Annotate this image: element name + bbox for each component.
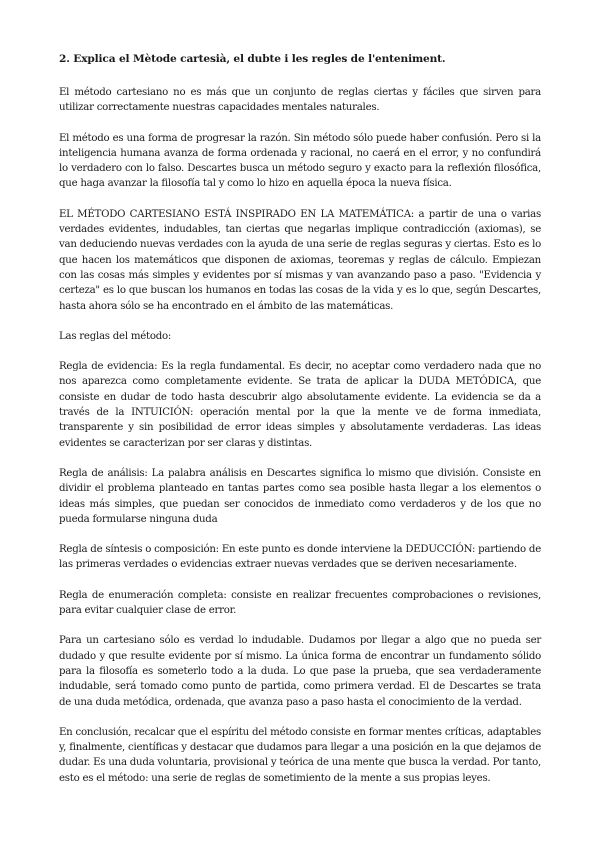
document-page bbox=[59, 52, 541, 801]
paragraph-rule-enumeration: Regla de enumeración completa: consiste en realizar frecuentes comprobaciones o revisiones, para evitar cualquier clase de error. bbox=[59, 589, 541, 617]
paragraph-rule-analysis: Regla de análisis: La palabra análisis en Descartes significa lo mismo que división. Consiste en dividir el problema planteado en tantas partes como sea posible hasta llegar a los elementos o ideas más simples, que puedan ser conocidos de inmediato como verdaderos y de los que no pueda formularse ninguna duda bbox=[59, 467, 541, 525]
paragraph-conclusion: En conclusión, recalcar que el espíritu del método consiste en formar mentes críticas, adaptables y, finalmente, científicas y destacar que dudamos para llegar a una posición en la que dejamos de dudar. Es una duda voluntaria, provisional y teórica de una mente que busca la verdad. Por tanto, esto es el método: una serie de reglas de sometimiento de la mente a sus propias leyes. bbox=[59, 726, 541, 784]
paragraph-rule-synthesis: Regla de síntesis o composición: En este punto es donde interviene la DEDUCCIÓN: partiendo de las primeras verdades o evidencias extraer nuevas verdades que se deriven necesariamente. bbox=[59, 544, 541, 571]
paragraph-rules-heading: Las reglas del método: bbox=[59, 330, 172, 342]
paragraph-intro: El método cartesiano no es más que un conjunto de reglas ciertas y fáciles que sirven para utilizar correctamente nuestras capacidades mentales naturales. bbox=[59, 87, 541, 114]
paragraph-rule-evidence: Regla de evidencia: Es la regla fundamental. Es decir, no aceptar como verdadero nada que no nos aparezca como completamente evidente. Se trata de aplicar la DUDA METÓDICA, que consiste en dudar de todo hasta descubrir algo absolutamente evidente. La evidencia se da a través de la INTUICIÓN: operación mental por la que la mente ve de forma inmediata, transparente y sin posibilidad de error ideas simples y absolutamente verdaderas. Las ideas evidentes se caracterizan por ser claras y distintas. bbox=[59, 361, 541, 449]
document-title: 2. Explica el Mètode cartesià, el dubte i les regles de l'enteniment. bbox=[59, 53, 446, 65]
paragraph-mathematics-inspiration: EL MÉTODO CARTESIANO ESTÁ INSPIRADO EN LA MATEMÁTICA: a partir de una o varias verdades evidentes, indudables, tan ciertas que negarlas implique contradicción (axiomas), se van deduciendo nuevas verdades con la ayuda de una serie de reglas seguras y ciertas. Esto es lo que hacen los matemáticos que disponen de axiomas, teoremas y reglas de cálculo. Empiezan con las cosas más simples y evidentes por sí mismas y van avanzando paso a paso. "Evidencia y certeza" es lo que buscan los humanos en todas las cosas de la vida y es lo que, según Descartes, hasta ahora sólo se ha encontrado en el ámbito de las matemáticas. bbox=[59, 208, 541, 312]
paragraph-cartesian-doubt: Para un cartesiano sólo es verdad lo indudable. Dudamos por llegar a algo que no pueda ser dudado y que resulte evidente por sí mismo. La única forma de encontrar un fundamento sólido para la filosofía es someterlo todo a la duda. Lo que pase la prueba, que sea verdaderamente indudable, será tomado como punto de partida, como primera verdad. El de Descartes se trata de una duda metódica, ordenada, que avanza paso a paso hasta el conocimiento de la verdad. bbox=[59, 635, 541, 708]
paragraph-method-progress: El método es una forma de progresar la razón. Sin método sólo puede haber confusión. Pero si la inteligencia humana avanza de forma ordenada y racional, no caerá en el error, y no confundirá lo verdadero con lo falso. Descartes busca un método seguro y exacto para la reflexión filosófica, que haga avanzar la filosofía tal y como lo hizo en aquella época la nueva física. bbox=[59, 132, 541, 190]
